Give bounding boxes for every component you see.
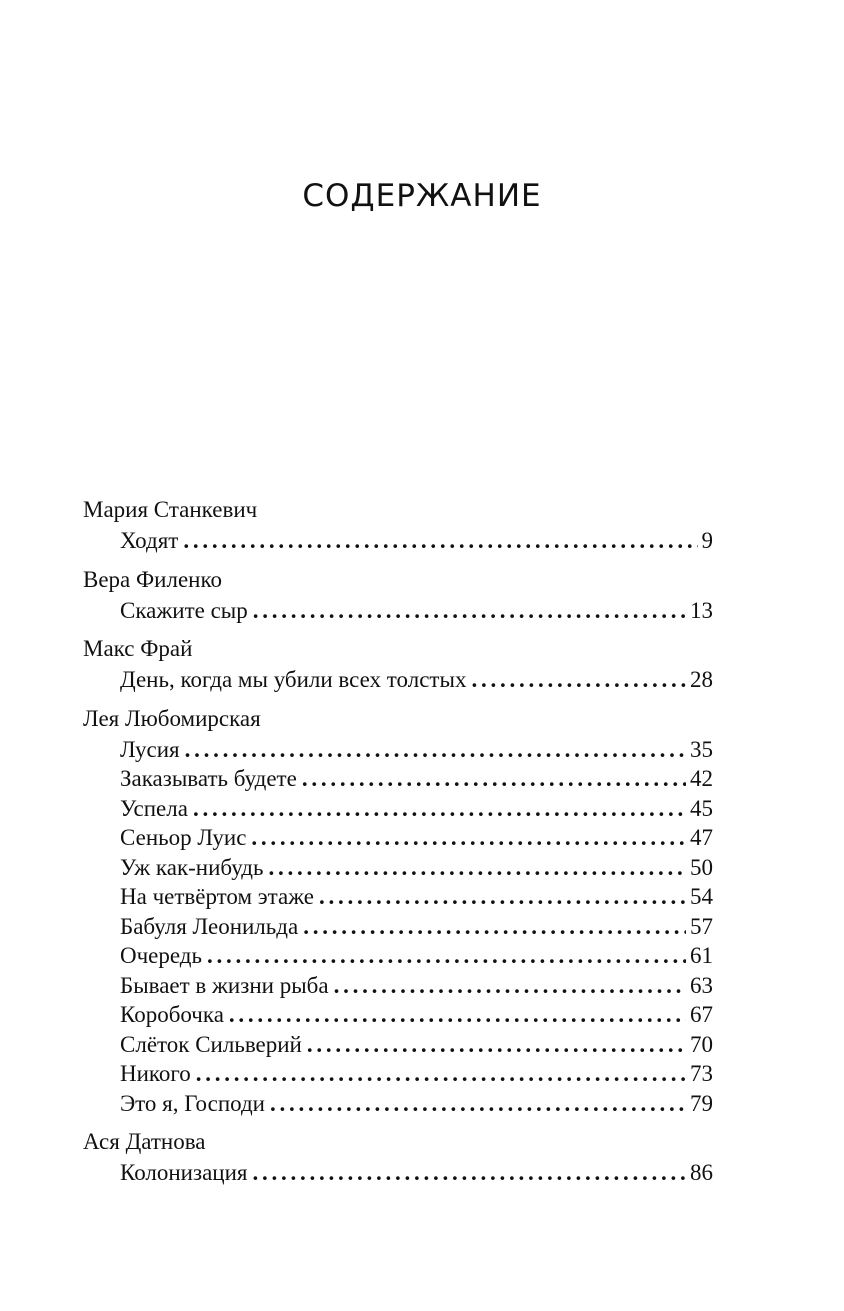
page-number: 45 [690,795,713,821]
page-number: 61 [690,943,713,968]
page-number: 67 [690,1002,713,1027]
author-section [83,633,713,695]
entry-title: Это я, Господи [120,1090,265,1116]
entry-title: Никого [120,1061,191,1086]
entry-title: Ходят [120,528,179,553]
toc-entry[interactable] [120,971,713,1001]
page-number: 35 [690,736,713,762]
entry-title: Успела [120,795,188,821]
dot-leader [185,735,686,765]
toc-entry[interactable] [120,882,713,912]
page-number: 63 [690,972,713,998]
page-number: 79 [690,1090,713,1116]
toc-entry[interactable] [120,1000,713,1030]
page-number: 50 [690,854,713,880]
dot-leader [196,1059,686,1089]
dot-leader [183,526,697,556]
page-number: 9 [701,528,713,553]
dot-leader [334,971,686,1001]
toc-entry[interactable] [120,853,713,883]
entry-title: Коробочка [120,1002,224,1027]
author-name: Макс Фрай [83,636,193,661]
toc-entry[interactable] [120,941,713,971]
toc-entry[interactable] [120,1089,713,1119]
page-number: 54 [690,884,713,909]
table-of-contents [83,494,713,1196]
author-section [83,564,713,626]
dot-leader [319,882,686,912]
dot-leader [251,823,686,853]
page-number: 28 [690,667,713,692]
dot-leader [302,764,686,794]
page-number: 47 [690,825,713,850]
page-number: 73 [690,1061,713,1086]
author-name: Мария Станкевич [83,497,258,522]
toc-entry[interactable] [120,794,713,824]
entry-title: Бабуля Леонильда [120,913,299,939]
author-name: Лея Любомирская [83,705,261,731]
entry-title: Слёток Сильверий [120,1031,302,1057]
entry-title: Сеньор Луис [120,825,247,850]
toc-entry[interactable] [120,764,713,794]
toc-entry[interactable] [120,526,713,556]
author-section [83,1126,713,1188]
entry-title: День, когда мы убили всех толстых [120,667,467,692]
author-section [83,494,713,556]
dot-leader [193,794,686,824]
page-title: СОДЕРЖАНИЕ [302,178,542,214]
entry-title: На четвёртом этаже [120,884,314,909]
entry-title: Очередь [120,943,202,968]
dot-leader [207,941,686,971]
dot-leader [229,1000,686,1030]
toc-entry[interactable] [120,1030,713,1060]
page-number: 70 [690,1031,713,1057]
toc-entry[interactable] [120,1158,713,1188]
toc-entry[interactable] [120,735,713,765]
author-section [83,703,713,1119]
dot-leader [307,1030,686,1060]
entry-title: Колонизация [120,1160,248,1185]
entry-title: Лусия [120,736,180,762]
dot-leader [270,1089,686,1119]
page-number: 57 [690,913,713,939]
dot-leader [303,912,686,942]
page-number: 42 [690,766,713,791]
dot-leader [268,853,686,883]
entry-title: Бывает в жизни рыба [120,972,329,998]
entry-title: Уж как-нибудь [120,854,264,880]
dot-leader [252,1158,686,1188]
toc-entry[interactable] [120,596,713,626]
page-number: 13 [690,597,713,623]
toc-entry[interactable] [120,823,713,853]
author-name: Ася Датнова [83,1129,206,1154]
toc-entry[interactable] [120,1059,713,1089]
author-name: Вера Филенко [83,566,222,592]
toc-entry[interactable] [120,912,713,942]
entry-title: Скажите сыр [120,597,248,623]
dot-leader [471,665,686,695]
page-number: 86 [690,1160,713,1185]
toc-entry[interactable] [120,665,713,695]
dot-leader [253,596,686,626]
entry-title: Заказывать будете [120,766,297,791]
